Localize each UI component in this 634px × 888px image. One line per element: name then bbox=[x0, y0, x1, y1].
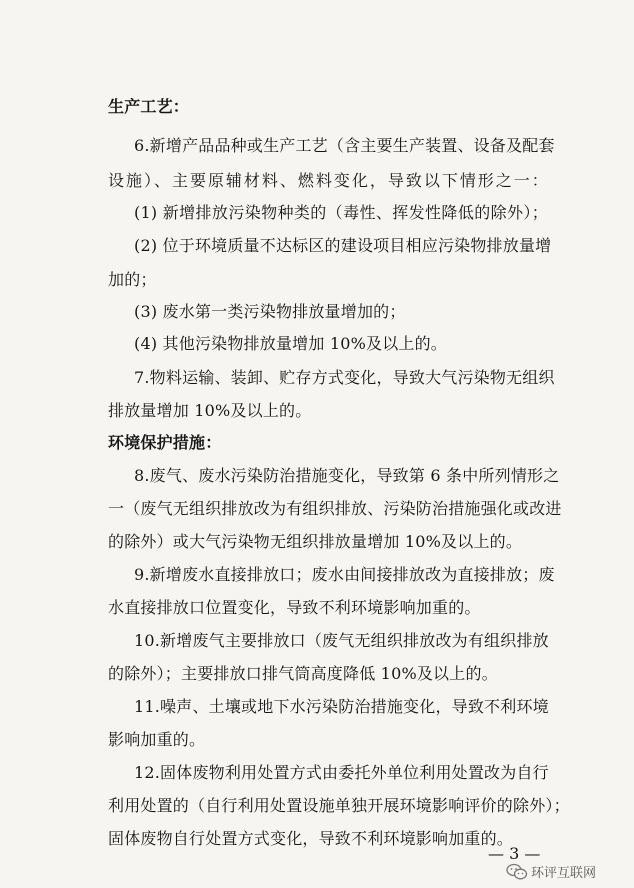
item-7-line-1: 7.物料运输、装卸、贮存方式变化，导致大气污染物无组织 bbox=[134, 368, 555, 387]
item-11-line-2: 影响加重的。 bbox=[108, 730, 206, 749]
item-10-line-2: 的除外）；主要排放口排气筒高度降低 10%及以上的。 bbox=[108, 664, 498, 683]
item-11-line-1: 11.噪声、土壤或地下水污染防治措施变化，导致不利环境 bbox=[134, 697, 549, 716]
item-6-line-2: 设施）、主要原辅材料、燃料变化，导致以下情形之一： bbox=[108, 171, 548, 190]
item-6-sub-2-line-2: 加的； bbox=[108, 270, 157, 289]
item-6-line-1: 6.新增产品品种或生产工艺（含主要生产装置、设备及配套 bbox=[134, 136, 555, 155]
section-heading-production-process: 生产工艺： bbox=[108, 97, 190, 116]
item-10-line-1: 10.新增废气主要排放口（废气无组织排放改为有组织排放 bbox=[134, 631, 549, 650]
item-6-sub-4: (4) 其他污染物排放量增加 10%及以上的。 bbox=[134, 334, 447, 353]
item-12-line-2: 利用处置的（自行利用处置设施单独开展环境影响评价的除外）； bbox=[108, 796, 570, 815]
watermark-text: 环评互联网 bbox=[531, 866, 597, 881]
watermark bbox=[506, 862, 596, 881]
item-6-sub-3: (3) 废水第一类污染物排放量增加的； bbox=[134, 302, 406, 321]
item-8-line-3: 的除外）或大气污染物无组织排放量增加 10%及以上的。 bbox=[108, 532, 523, 551]
item-8-line-1: 8.废气、废水污染防治措施变化，导致第 6 条中所列情形之 bbox=[134, 466, 560, 485]
page-number: — 3 — bbox=[488, 844, 541, 863]
item-9-line-1: 9.新增废水直接排放口；废水由间接排放改为直接排放；废 bbox=[134, 565, 555, 584]
section-heading-environmental-measures: 环境保护措施： bbox=[108, 433, 222, 452]
item-12-line-3: 固体废物自行处置方式变化，导致不利环境影响加重的。 bbox=[108, 829, 514, 848]
item-7-line-2: 排放量增加 10%及以上的。 bbox=[108, 401, 312, 420]
wechat-icon bbox=[506, 863, 528, 881]
item-9-line-2: 水直接排放口位置变化，导致不利环境影响加重的。 bbox=[108, 598, 481, 617]
item-12-line-1: 12.固体废物利用处置方式由委托外单位利用处置改为自行 bbox=[134, 763, 549, 782]
item-6-sub-2-line-1: (2) 位于环境质量不达标区的建设项目相应污染物排放量增 bbox=[134, 236, 552, 255]
item-8-line-2: 一（废气无组织排放改为有组织排放、污染防治措施强化或改进 bbox=[108, 499, 562, 518]
item-6-sub-1: (1) 新增排放污染物种类的（毒性、挥发性降低的除外）； bbox=[134, 203, 548, 222]
